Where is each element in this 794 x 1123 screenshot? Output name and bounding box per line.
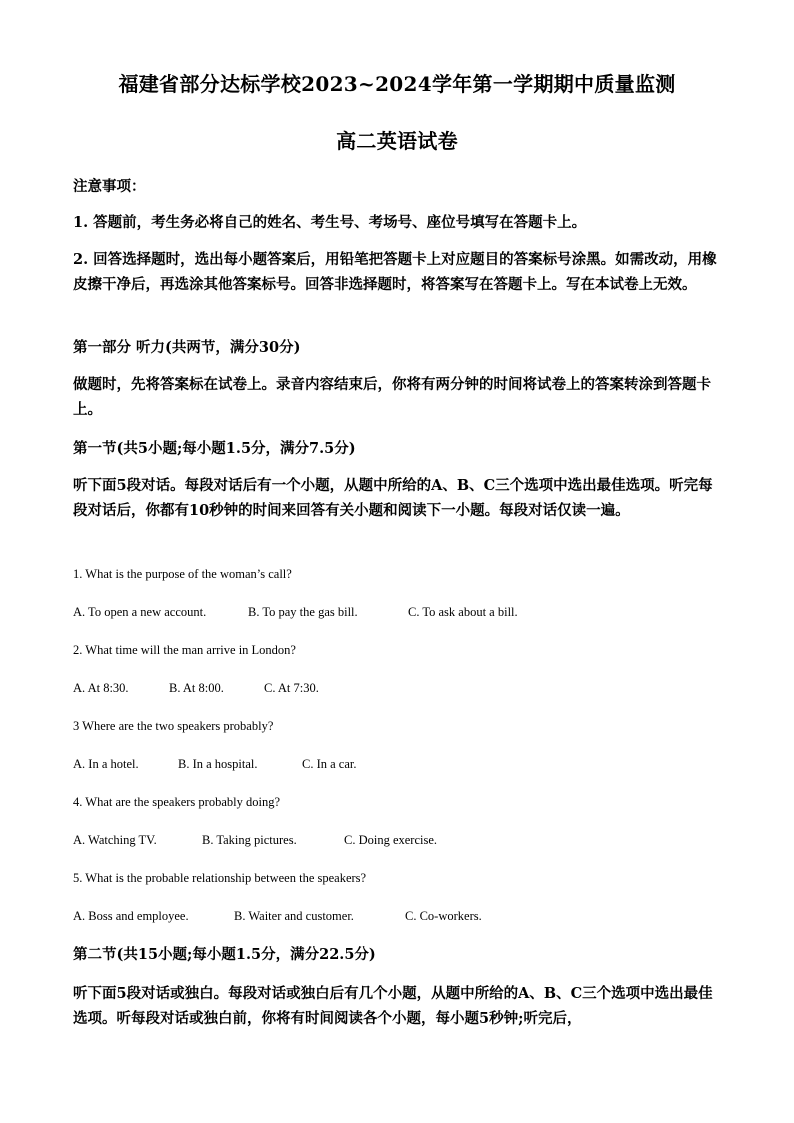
question-2-option-c[interactable]: C. At 7:30. — [264, 681, 319, 695]
question-5-stem: 5. What is the probable relationship between the speakers? — [73, 871, 367, 885]
question-2-stem: 2. What time will the man arrive in London? — [73, 643, 296, 657]
question-3-option-b[interactable]: B. In a hospital. — [178, 757, 258, 771]
question-4-option-a[interactable]: A. Watching TV. — [73, 833, 157, 847]
question-3-stem: 3 Where are the two speakers probably? — [73, 719, 274, 733]
notes-heading: 注意事项： — [73, 178, 146, 195]
question-5-option-c[interactable]: C. Co-workers. — [405, 909, 482, 923]
question-5-option-b[interactable]: B. Waiter and customer. — [234, 909, 354, 923]
section2-instruction: 听下面5段对话或独白。每段对话或独白后有几个小题，从题中所给的A、B、C三个选项中选出最佳选项。听每段对话或独白前，你将有时间阅读各个小题，每小题5秒钟;听完后， — [73, 985, 713, 1027]
notes-item-1: 1. 答题前，考生务必将自己的姓名、考生号、考场号、座位号填写在答题卡上。 — [73, 214, 587, 231]
question-1-option-b[interactable]: B. To pay the gas bill. — [248, 605, 358, 619]
part1-instruction: 做题时，先将答案标在试卷上。录音内容结束后，你将有两分钟的时间将试卷上的答案转涂到答题卡上。 — [73, 376, 711, 418]
exam-subtitle: 高二英语试卷 — [336, 129, 458, 153]
notes-item-2: 2. 回答选择题时，选出每小题答案后，用铅笔把答题卡上对应题目的答案标号涂黑。如需改动，用橡皮擦干净后，再选涂其他答案标号。回答非选择题时，将答案写在答题卡上。写在本试卷上无效。 — [73, 251, 717, 293]
question-2-option-b[interactable]: B. At 8:00. — [169, 681, 224, 695]
section1-instruction: 听下面5段对话。每段对话后有一个小题，从题中所给的A、B、C三个选项中选出最佳选项。听完每段对话后，你都有10秒钟的时间来回答有关小题和阅读下一小题。每段对话仅读一遍。 — [73, 477, 713, 519]
question-1-option-a[interactable]: A. To open a new account. — [73, 605, 207, 619]
question-3-option-a[interactable]: A. In a hotel. — [73, 757, 139, 771]
question-2-option-a[interactable]: A. At 8:30. — [73, 681, 129, 695]
question-4-option-b[interactable]: B. Taking pictures. — [202, 833, 297, 847]
question-1-stem: 1. What is the purpose of the woman’s call? — [73, 567, 292, 581]
question-3-option-c[interactable]: C. In a car. — [302, 757, 357, 771]
question-4-option-c[interactable]: C. Doing exercise. — [344, 833, 438, 847]
section1-heading: 第一节(共5小题;每小题1.5分，满分7.5分) — [73, 440, 356, 457]
part1-heading: 第一部分 听力(共两节，满分30分) — [73, 339, 301, 356]
question-5-option-a[interactable]: A. Boss and employee. — [73, 909, 189, 923]
question-1-option-c[interactable]: C. To ask about a bill. — [408, 605, 518, 619]
exam-title: 福建省部分达标学校2023~2024学年第一学期期中质量监测 — [118, 72, 676, 96]
section2-heading: 第二节(共15小题;每小题1.5分，满分22.5分) — [73, 946, 376, 963]
question-4-stem: 4. What are the speakers probably doing? — [73, 795, 280, 809]
